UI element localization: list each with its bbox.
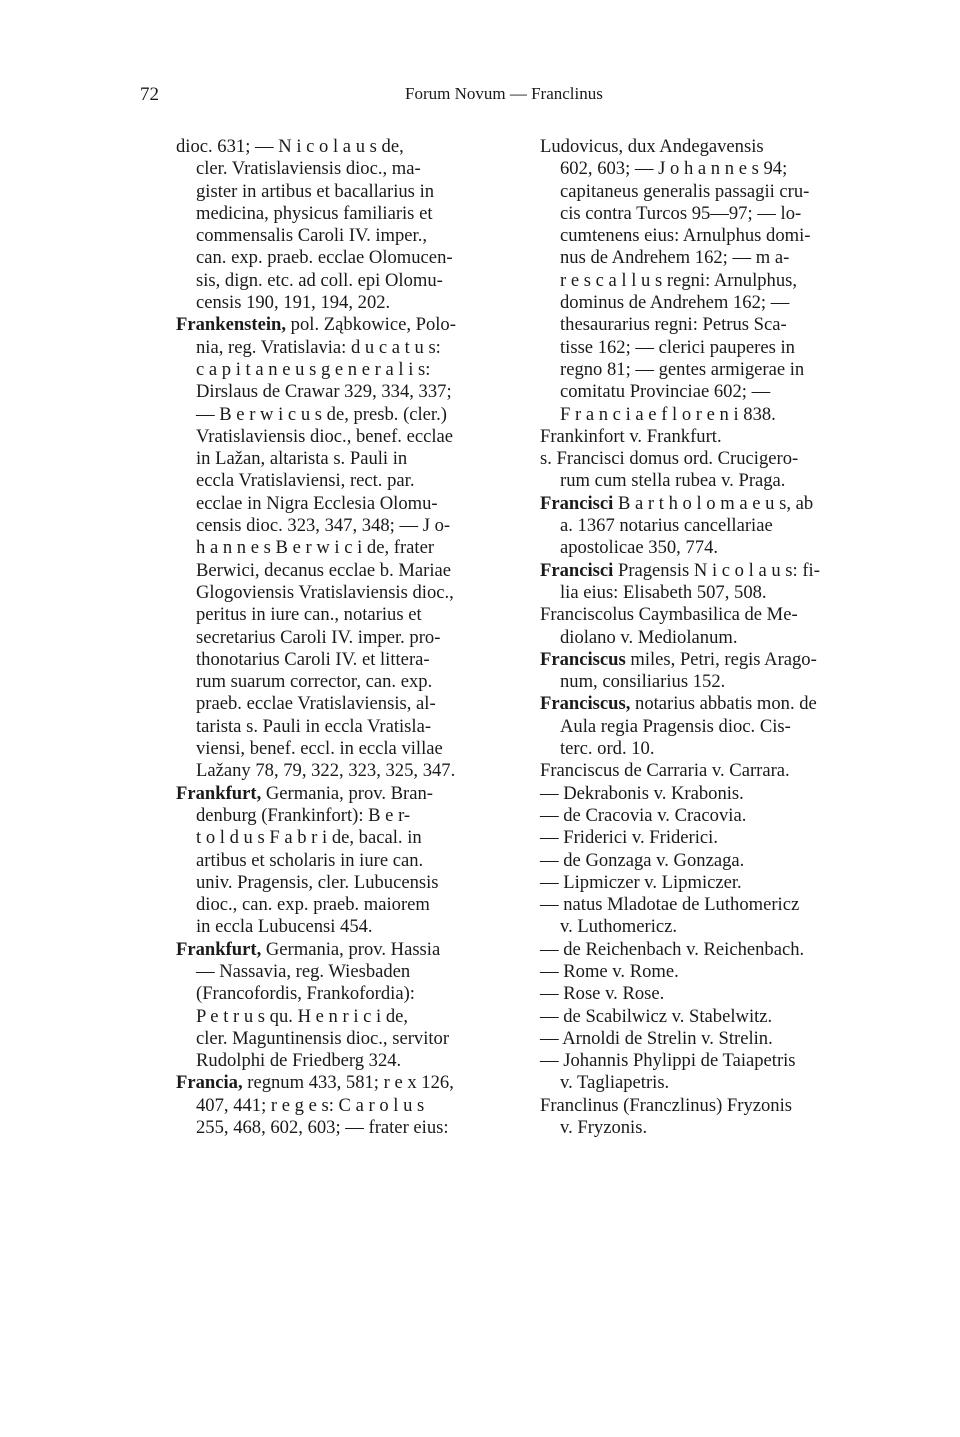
index-entry — [540, 939, 900, 961]
entry-line: regno 81; — gentes armigerae in — [560, 358, 805, 380]
index-entry — [540, 1095, 900, 1140]
entry-line: F r a n c i a e f l o r e n i 838. — [560, 403, 776, 425]
entry-line: Ludovicus, dux Andegavensis — [540, 136, 764, 157]
entry-line: — Rose v. Rose. — [540, 983, 665, 1005]
entry-line: Frankinfort v. Frankfurt. — [540, 425, 722, 447]
entry-line: secretarius Caroli IV. imper. pro- — [196, 626, 441, 648]
entry-line: Franciscus de Carraria v. Carrara. — [540, 760, 790, 782]
entry-line: Francisci Pragensis N i c o l a u s: fi- — [540, 559, 820, 581]
entry-line: peritus in iure can., notarius et — [196, 604, 422, 626]
index-entry — [540, 1006, 900, 1028]
index-entry — [540, 872, 900, 894]
entry-line: Franciscolus Caymbasilica de Me- — [540, 604, 798, 626]
entry-line: (Francofordis, Frankofordia): — [196, 983, 415, 1005]
index-entry — [176, 1072, 520, 1139]
entry-line: Franciscus, notarius abbatis mon. de — [540, 693, 817, 715]
entry-line: Lažany 78, 79, 322, 323, 325, 347. — [196, 760, 456, 782]
entry-line: — natus Mladotae de Luthomericz — [540, 894, 800, 916]
entry-line: artibus et scholaris in iure can. — [196, 849, 424, 871]
entry-line: s. Francisci domus ord. Crucigero- — [540, 448, 799, 470]
left-column — [176, 136, 520, 1139]
entry-line: — de Gonzaga v. Gonzaga. — [540, 849, 745, 871]
entry-line: Francia, regnum 433, 581; r e x 126, — [176, 1072, 454, 1094]
entry-line: sis, dign. etc. ad coll. epi Olomu- — [196, 269, 443, 291]
index-entry — [176, 136, 520, 314]
index-entry — [540, 448, 900, 493]
entry-line: cumtenens eius: Arnulphus domi- — [560, 225, 811, 247]
entry-line: cler. Vratislaviensis dioc., ma- — [196, 158, 421, 180]
index-entry — [540, 649, 900, 694]
entry-line: — Johannis Phylippi de Taiapetris — [540, 1050, 796, 1072]
entry-line: commensalis Caroli IV. imper., — [196, 225, 428, 247]
index-entry — [176, 314, 520, 782]
entry-line: Francisci B a r t h o l o m a e u s, ab — [540, 492, 814, 514]
entry-line: univ. Pragensis, cler. Lubucensis — [196, 871, 439, 893]
entry-line: tisse 162; — clerici pauperes in — [560, 336, 795, 358]
entry-line: c a p i t a n e u s g e n e r a l i s: — [196, 358, 431, 380]
entry-line: — de Reichenbach v. Reichenbach. — [540, 938, 805, 960]
index-entry — [540, 783, 900, 805]
entry-headword: Franciscus, — [540, 693, 631, 715]
entry-line: Aula regia Pragensis dioc. Cis- — [560, 715, 791, 737]
entry-line: rum cum stella rubea v. Praga. — [560, 470, 786, 492]
index-entry — [540, 961, 900, 983]
entry-line: — Nassavia, reg. Wiesbaden — [196, 960, 411, 982]
index-entry — [540, 983, 900, 1005]
entry-headword: Francisci — [540, 492, 614, 514]
entry-line: in eccla Lubucensi 454. — [196, 916, 373, 938]
entry-line: lia eius: Elisabeth 507, 508. — [560, 581, 767, 603]
entry-line: can. exp. praeb. ecclae Olomucen- — [196, 247, 453, 269]
entry-line: apostolicae 350, 774. — [560, 537, 719, 559]
entry-line: Frankfurt, Germania, prov. Hassia — [176, 938, 441, 960]
entry-line: thonotarius Caroli IV. et littera- — [196, 648, 430, 670]
entry-line: ecclae in Nigra Ecclesia Olomu- — [196, 492, 438, 514]
entry-headword: Frankenstein, — [176, 314, 287, 336]
entry-line: nia, reg. Vratislavia: d u c a t u s: — [196, 336, 441, 358]
index-entry — [540, 693, 900, 760]
entry-line: cler. Maguntinensis dioc., servitor — [196, 1027, 450, 1049]
index-entry — [540, 827, 900, 849]
entry-line: 407, 441; r e g e s: C a r o l u s — [196, 1094, 425, 1116]
entry-headword: Frankfurt, — [176, 938, 262, 960]
entry-line: thesaurarius regni: Petrus Sca- — [560, 314, 787, 336]
entry-line: v. Tagliapetris. — [560, 1072, 670, 1094]
entry-line: medicina, physicus familiaris et — [196, 202, 433, 224]
entry-line: capitaneus generalis passagii cru- — [560, 180, 810, 202]
entry-line: Vratislaviensis dioc., benef. ecclae — [196, 425, 454, 447]
entry-line: v. Fryzonis. — [560, 1117, 648, 1139]
entry-line: h a n n e s B e r w i c i de, frater — [196, 537, 435, 559]
index-entry — [540, 136, 900, 426]
entry-line: tarista s. Pauli in eccla Vratisla- — [196, 715, 432, 737]
entry-line: Franciscus miles, Petri, regis Arago- — [540, 648, 817, 670]
entry-headword: Frankfurt, — [176, 782, 262, 804]
entry-line: comitatu Provinciae 602; — — [560, 381, 771, 403]
entry-headword: Francisci — [540, 559, 614, 581]
entry-line: Frankfurt, Germania, prov. Bran- — [176, 782, 433, 804]
index-entry — [540, 1028, 900, 1050]
entry-line: a. 1367 notarius cancellariae — [560, 515, 773, 537]
index-entry — [540, 426, 900, 448]
entry-line: censis dioc. 323, 347, 348; — J o- — [196, 515, 451, 537]
entry-line: — Rome v. Rome. — [540, 960, 679, 982]
index-entry — [540, 805, 900, 827]
entry-line: P e t r u s qu. H e n r i c i de, — [196, 1005, 409, 1027]
entry-line: denburg (Frankinfort): B e r- — [196, 804, 411, 826]
entry-line: gister in artibus et bacallarius in — [196, 180, 435, 202]
entry-line: Glogoviensis Vratislaviensis dioc., — [196, 581, 454, 603]
entry-line: praeb. ecclae Vratislaviensis, al- — [196, 693, 436, 715]
entry-line: Franclinus (Franczlinus) Fryzonis — [540, 1094, 793, 1116]
entry-line: — Arnoldi de Strelin v. Strelin. — [540, 1027, 773, 1049]
entry-line: terc. ord. 10. — [560, 738, 655, 760]
entry-line: cis contra Turcos 95—97; — lo- — [560, 202, 802, 224]
entry-line: — B e r w i c u s de, presb. (cler.) — [196, 403, 447, 425]
entry-headword: Franciscus — [540, 648, 626, 670]
index-entry — [540, 560, 900, 605]
entry-line: nus de Andrehem 162; — m a- — [560, 247, 790, 269]
index-entry — [540, 604, 900, 649]
entry-line: diolano v. Mediolanum. — [560, 626, 738, 648]
entry-line: Rudolphi de Friedberg 324. — [196, 1050, 402, 1072]
entry-line: Frankenstein, pol. Ząbkowice, Polo- — [176, 314, 456, 336]
right-column — [540, 136, 900, 1139]
index-entry — [540, 1050, 900, 1095]
entry-line: — Lipmiczer v. Lipmiczer. — [540, 871, 742, 893]
entry-line: — de Scabilwicz v. Stabelwitz. — [540, 1005, 773, 1027]
index-entry — [176, 939, 520, 1073]
entry-line: t o l d u s F a b r i de, bacal. in — [196, 827, 422, 849]
entry-line: Dirslaus de Crawar 329, 334, 337; — [196, 381, 452, 403]
entry-line: 255, 468, 602, 603; — frater eius: — [196, 1117, 449, 1139]
entry-line: 602, 603; — J o h a n n e s 94; — [560, 158, 788, 180]
entry-line: viensi, benef. eccl. in eccla villae — [196, 738, 443, 760]
entry-line: rum suarum corrector, can. exp. — [196, 671, 433, 693]
index-entry — [540, 760, 900, 782]
entry-line: — de Cracovia v. Cracovia. — [540, 804, 747, 826]
index-entry — [540, 850, 900, 872]
entry-line: eccla Vratislaviensi, rect. par. — [196, 470, 415, 492]
entry-line: dominus de Andrehem 162; — — [560, 292, 790, 314]
entry-line: v. Luthomericz. — [560, 916, 678, 938]
running-title: Forum Novum — Franclinus — [405, 84, 603, 103]
entry-line: — Friderici v. Friderici. — [540, 827, 718, 849]
index-entry — [540, 894, 900, 939]
entry-line: — Dekrabonis v. Krabonis. — [540, 782, 744, 804]
entry-line: Berwici, decanus ecclae b. Mariae — [196, 559, 452, 581]
entry-headword: Francia, — [176, 1072, 243, 1094]
index-entry — [176, 783, 520, 939]
entry-line: censis 190, 191, 194, 202. — [196, 292, 391, 314]
entry-line: dioc., can. exp. praeb. maiorem — [196, 894, 430, 916]
index-entry — [540, 493, 900, 560]
entry-line: dioc. 631; — N i c o l a u s de, — [176, 136, 404, 157]
entry-line: in Lažan, altarista s. Pauli in — [196, 448, 408, 470]
page-number: 72 — [140, 84, 159, 105]
entry-line: num, consiliarius 152. — [560, 671, 726, 693]
entry-line: r e s c a l l u s regni: Arnulphus, — [560, 269, 798, 291]
